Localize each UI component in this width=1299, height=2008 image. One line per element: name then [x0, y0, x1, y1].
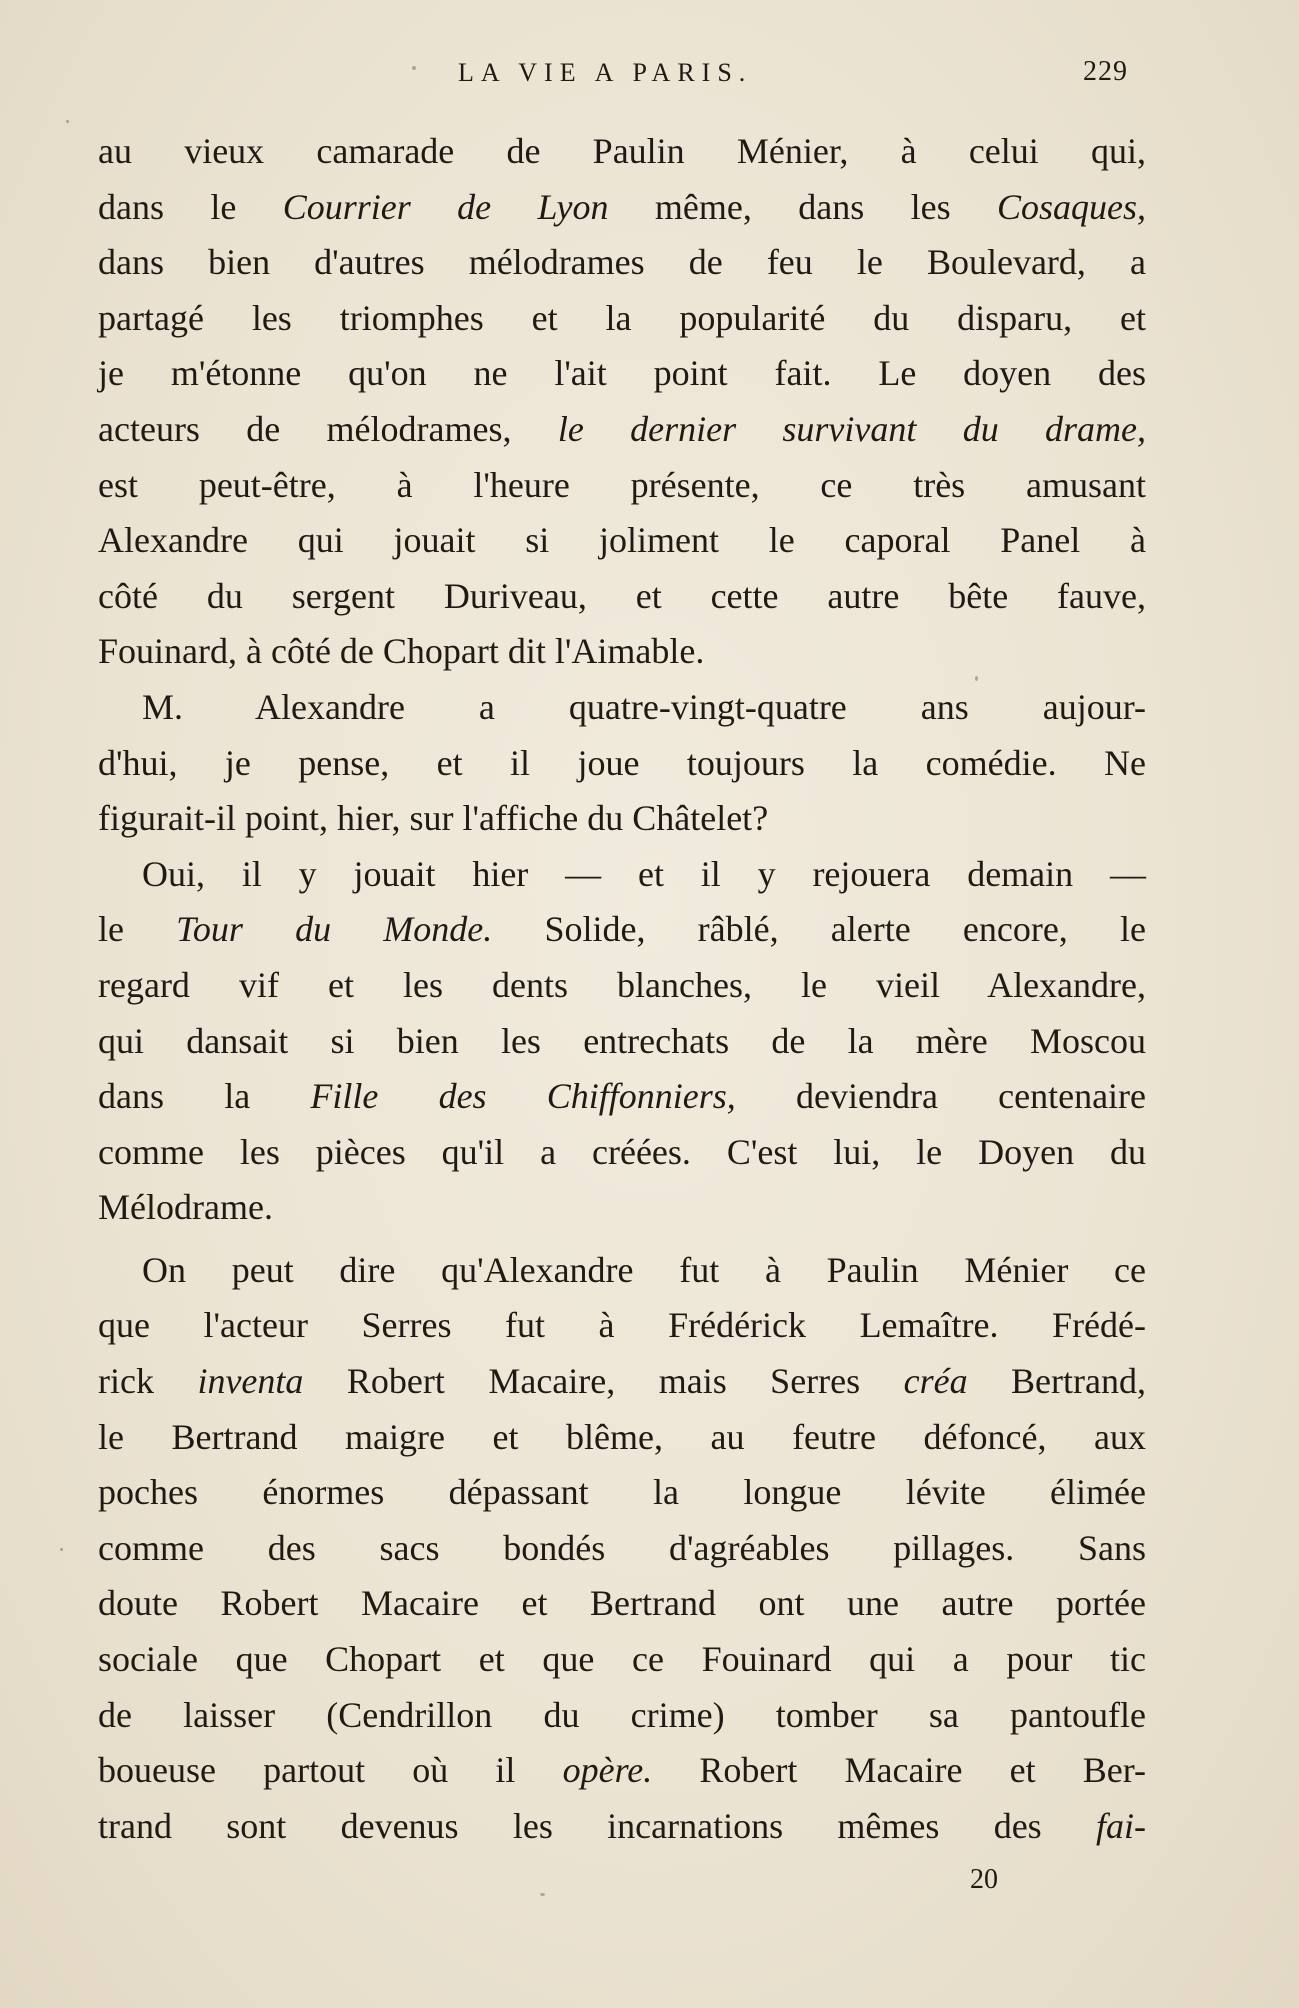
text-line	[98, 847, 1146, 903]
text-run: est peut-être, à l'heure présente, ce très amusant	[98, 464, 1146, 505]
text-line	[98, 402, 1146, 458]
body-text	[98, 124, 1146, 1854]
italic-run: opère.	[562, 1750, 653, 1791]
text-run: Solide, râblé, alerte encore, le	[492, 909, 1146, 950]
text-run: dans bien d'autres mélodrames de feu le Boulevard, a	[98, 242, 1146, 283]
text-run: On peut dire qu'Alexandre fut à Paulin Ménier ce	[142, 1249, 1146, 1290]
text-line	[98, 1180, 1146, 1236]
italic-run: Courrier de Lyon	[282, 186, 609, 227]
italic-run: Tour du Monde.	[176, 909, 493, 950]
text-run: je m'étonne qu'on ne l'ait point fait. Le doyen des	[98, 353, 1146, 394]
text-run: comme des sacs bondés d'agréables pillages. Sans	[98, 1527, 1146, 1568]
text-run: Robert Macaire, mais Serres	[303, 1361, 904, 1402]
text-run: le	[98, 909, 177, 950]
text-line	[98, 1576, 1146, 1632]
italic-run: Fille des Chiffonniers,	[310, 1076, 736, 1117]
italic-run: le dernier survivant du drame,	[557, 408, 1146, 449]
print-speck	[412, 66, 416, 70]
text-run: Robert Macaire et Ber-	[652, 1750, 1146, 1791]
text-line	[98, 1125, 1146, 1181]
text-line	[98, 1069, 1146, 1125]
text-line	[98, 180, 1146, 236]
print-speck	[60, 1548, 63, 1551]
text-line	[98, 1243, 1146, 1299]
text-line	[98, 569, 1146, 625]
text-line	[98, 1632, 1146, 1688]
text-run: même, dans les	[608, 186, 997, 227]
text-run: M. Alexandre a quatre-vingt-quatre ans aujour-	[142, 686, 1146, 727]
text-line	[98, 1410, 1146, 1466]
text-run: que l'acteur Serres fut à Frédérick Lemaître. Frédé-	[98, 1305, 1146, 1346]
text-line	[98, 1799, 1146, 1855]
running-head	[0, 52, 1299, 92]
signature-number: 20	[970, 1864, 998, 1895]
italic-run: inventa	[197, 1361, 304, 1402]
print-speck	[540, 1893, 545, 1896]
text-line	[98, 958, 1146, 1014]
text-line	[98, 346, 1146, 402]
text-run: comme les pièces qu'il a créées. C'est lui, le Doyen du	[98, 1131, 1146, 1172]
text-line	[98, 235, 1146, 291]
text-run: trand sont devenus les incarnations mêmes des	[98, 1805, 1096, 1846]
print-speck	[66, 120, 69, 123]
text-run: Mélodrame.	[98, 1187, 273, 1228]
text-line	[98, 1014, 1146, 1070]
italic-run: créa	[903, 1361, 968, 1402]
text-line	[98, 1743, 1146, 1799]
text-run: deviendra centenaire	[735, 1076, 1147, 1117]
text-run: le Bertrand maigre et blême, au feutre défoncé, aux	[98, 1416, 1146, 1457]
text-line	[98, 513, 1146, 569]
text-run: poches énormes dépassant la longue lévite élimée	[98, 1472, 1146, 1513]
text-run: Oui, il y jouait hier — et il y rejouera demain —	[142, 853, 1146, 894]
text-line	[98, 458, 1146, 514]
print-speck	[975, 676, 978, 681]
text-run: Fouinard, à côté de Chopart dit l'Aimable.	[98, 631, 705, 672]
text-run: rick	[98, 1361, 198, 1402]
text-run: Alexandre qui jouait si joliment le caporal Panel à	[98, 520, 1146, 561]
text-run: d'hui, je pense, et il joue toujours la comédie. Ne	[98, 742, 1146, 783]
text-run: regard vif et les dents blanches, le vieil Alexandre,	[98, 964, 1146, 1005]
page-number: 229	[1083, 56, 1128, 87]
text-run: de laisser (Cendrillon du crime) tomber sa pantoufle	[98, 1694, 1146, 1735]
text-run: doute Robert Macaire et Bertrand ont une autre portée	[98, 1583, 1146, 1624]
text-line	[98, 1354, 1146, 1410]
text-run: dans la	[98, 1076, 311, 1117]
text-run: qui dansait si bien les entrechats de la mère Moscou	[98, 1020, 1146, 1061]
text-line	[98, 624, 1146, 680]
italic-run: fai-	[1096, 1805, 1146, 1846]
text-run: figurait-il point, hier, sur l'affiche du Châtelet?	[98, 798, 769, 839]
text-line	[98, 680, 1146, 736]
italic-run: Cosaques,	[996, 186, 1146, 227]
text-line	[98, 291, 1146, 347]
running-title: LA VIE A PARIS.	[458, 58, 753, 87]
text-line	[98, 1688, 1146, 1744]
text-run: sociale que Chopart et que ce Fouinard qui a pour tic	[98, 1639, 1146, 1680]
text-run: partagé les triomphes et la popularité du disparu, et	[98, 297, 1146, 338]
text-line	[98, 1465, 1146, 1521]
text-run: côté du sergent Duriveau, et cette autre bête fauve,	[98, 575, 1146, 616]
text-line	[98, 902, 1146, 958]
text-line	[98, 1521, 1146, 1577]
text-line	[98, 736, 1146, 792]
text-run: dans le	[98, 186, 283, 227]
text-run: au vieux camarade de Paulin Ménier, à celui qui,	[98, 131, 1146, 171]
text-run: boueuse partout où il	[98, 1750, 563, 1791]
text-run: acteurs de mélodrames,	[98, 408, 558, 449]
text-line	[98, 1298, 1146, 1354]
text-line	[98, 124, 1146, 180]
text-line	[98, 791, 1146, 847]
text-run: Bertrand,	[967, 1361, 1146, 1402]
